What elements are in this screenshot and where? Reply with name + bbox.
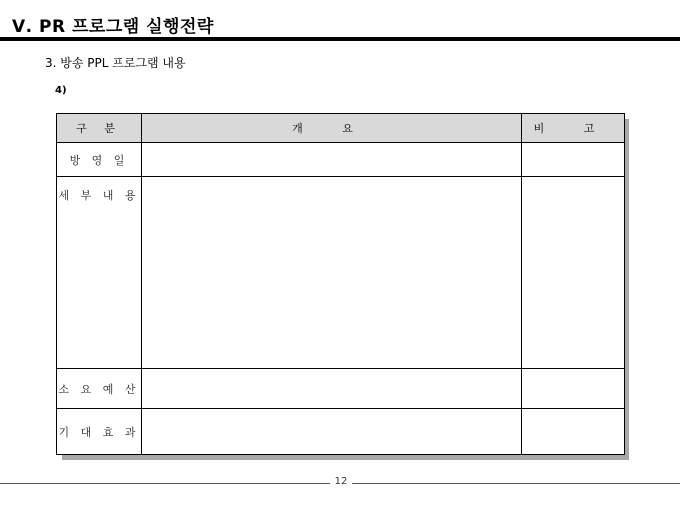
title-underline [0, 37, 680, 41]
ppl-program-table [56, 113, 625, 455]
item-number: 4) [55, 85, 67, 96]
cell-details-note[interactable] [522, 177, 625, 369]
cell-air-date-overview[interactable] [142, 143, 522, 177]
footer-rule-right [352, 483, 680, 484]
section-subtitle: 3. 방송 PPL 프로그램 내용 [45, 56, 186, 70]
row-label-budget: 소 요 예 산 [57, 369, 142, 409]
row-label-air-date: 방 영 일 [57, 143, 142, 177]
table-row [57, 369, 625, 409]
cell-expected-effect-overview[interactable] [142, 409, 522, 455]
cell-air-date-note[interactable] [522, 143, 625, 177]
table-row [57, 409, 625, 455]
cell-budget-note[interactable] [522, 369, 625, 409]
column-header-note: 비 고 [522, 114, 625, 143]
footer-rule-left [0, 483, 330, 484]
cell-expected-effect-note[interactable] [522, 409, 625, 455]
cell-details-overview[interactable] [142, 177, 522, 369]
page-title: Ⅴ. PR 프로그램 실행전략 [12, 17, 214, 37]
column-header-overview: 개 요 [142, 114, 522, 143]
page-number: 12 [334, 476, 348, 487]
table-row [57, 143, 625, 177]
row-label-expected-effect: 기 대 효 과 [57, 409, 142, 455]
cell-budget-overview[interactable] [142, 369, 522, 409]
table-header-row [57, 114, 625, 143]
table-row [57, 177, 625, 369]
column-header-category: 구 분 [57, 114, 142, 143]
row-label-details: 세 부 내 용 [57, 177, 142, 369]
